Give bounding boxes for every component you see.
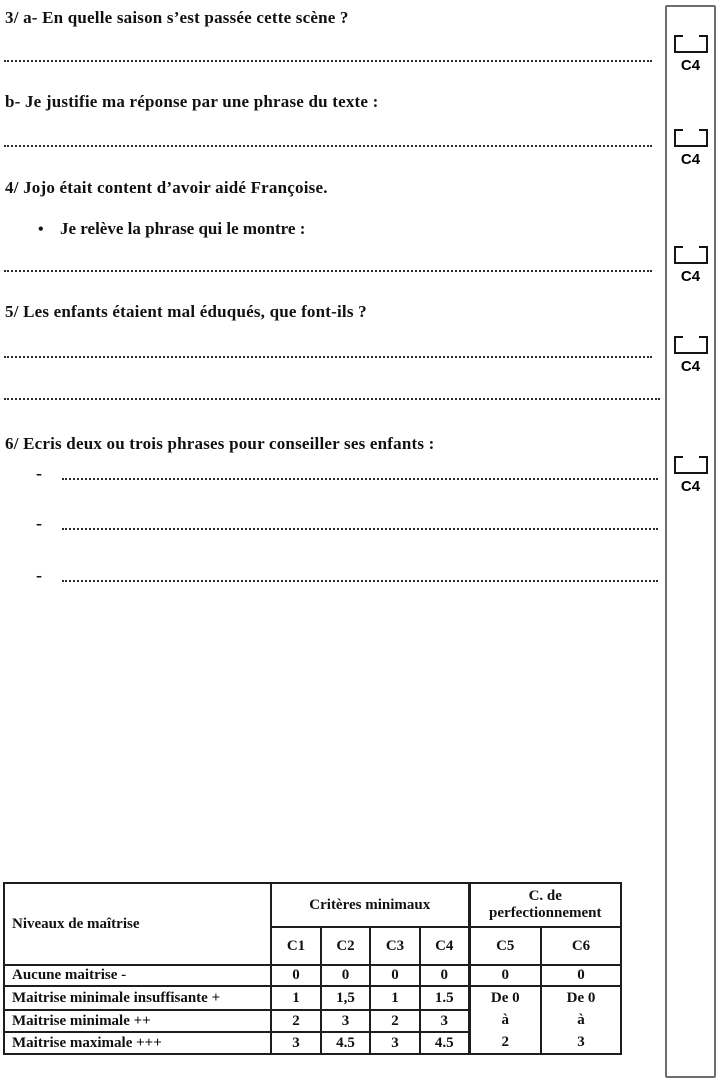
score-cell: 0 [321,965,370,986]
criterion-c1: C1 [271,927,321,965]
group-header-minimal: Critères minimaux [271,883,469,927]
score-cell: 0 [541,965,621,986]
score-range-c5 [469,986,541,1054]
score-bracket-icon [674,129,708,147]
dotted-fill [62,568,658,582]
score-marker-label: C4 [680,268,701,285]
criterion-c6: C6 [541,927,621,965]
score-marker-2 [667,129,714,168]
question-4: 4/ Jojo était content d’avoir aidé Françoise. [5,178,328,197]
range-line: 2 [501,1034,510,1050]
table-row [4,965,621,986]
answer-line-6a [36,463,658,483]
range-line: à [501,1012,510,1028]
score-cell: 3 [271,1032,321,1054]
score-cell: 1 [370,986,420,1010]
score-cell: 4.5 [321,1032,370,1054]
answer-line-6b [36,513,658,533]
range-line: à [577,1012,585,1028]
score-bracket-icon [674,35,708,53]
dotted-fill [62,466,658,480]
score-cell: 2 [271,1010,321,1032]
question-4-bullet-text: Je relève la phrase qui le montre : [60,219,306,238]
score-sidebar [665,5,716,1078]
group-header-perfection: C. de perfectionnement [469,883,621,927]
criterion-c2: C2 [321,927,370,965]
range-line: De 0 [566,990,596,1006]
answer-line-5a [4,356,652,358]
answer-line-4 [4,270,652,272]
question-3a: 3/ a- En quelle saison s’est passée cette scène ? [5,8,349,27]
score-marker-label: C4 [680,57,701,74]
score-cell: 1 [271,986,321,1010]
score-cell: 3 [370,1032,420,1054]
score-marker-4 [667,336,714,375]
dotted-fill [62,516,658,530]
range-line: 3 [577,1034,585,1050]
answer-line-3b [4,145,652,147]
score-marker-label: C4 [680,151,701,168]
score-range-c6 [541,986,621,1054]
table-row-header: Niveaux de maîtrise [4,883,271,965]
criterion-c5: C5 [469,927,541,965]
level-label: Maitrise maximale +++ [4,1032,271,1054]
score-cell: 4.5 [420,1032,469,1054]
score-cell: 0 [370,965,420,986]
score-cell: 0 [271,965,321,986]
table-row [4,986,621,1010]
question-4-subitem [38,219,305,239]
question-5: 5/ Les enfants étaient mal éduqués, que font-ils ? [5,302,367,321]
question-6: 6/ Ecris deux ou trois phrases pour conseiller ses enfants : [5,434,435,453]
score-bracket-icon [674,456,708,474]
score-cell: 3 [321,1010,370,1032]
level-label: Aucune maitrise - [4,965,271,986]
grading-table [3,882,622,1055]
score-bracket-icon [674,336,708,354]
dash-icon: - [36,513,42,533]
score-cell: 0 [469,965,541,986]
question-3b: b- Je justifie ma réponse par une phrase du texte : [5,92,379,111]
answer-line-3a [4,60,652,62]
score-bracket-icon [674,246,708,264]
bullet-icon: • [38,221,44,238]
score-marker-5 [667,456,714,495]
score-cell: 2 [370,1010,420,1032]
level-label: Maitrise minimale ++ [4,1010,271,1032]
answer-line-5b [4,398,660,400]
score-cell: 3 [420,1010,469,1032]
score-marker-3 [667,246,714,285]
criterion-c4: C4 [420,927,469,965]
score-cell: 0 [420,965,469,986]
level-label: Maitrise minimale insuffisante + [4,986,271,1010]
answer-line-6c [36,565,658,585]
range-line: De 0 [490,990,520,1006]
score-marker-1 [667,35,714,74]
score-marker-label: C4 [680,358,701,375]
score-marker-label: C4 [680,478,701,495]
criterion-c3: C3 [370,927,420,965]
score-cell: 1,5 [321,986,370,1010]
dash-icon: - [36,565,42,585]
score-cell: 1.5 [420,986,469,1010]
dash-icon: - [36,463,42,483]
